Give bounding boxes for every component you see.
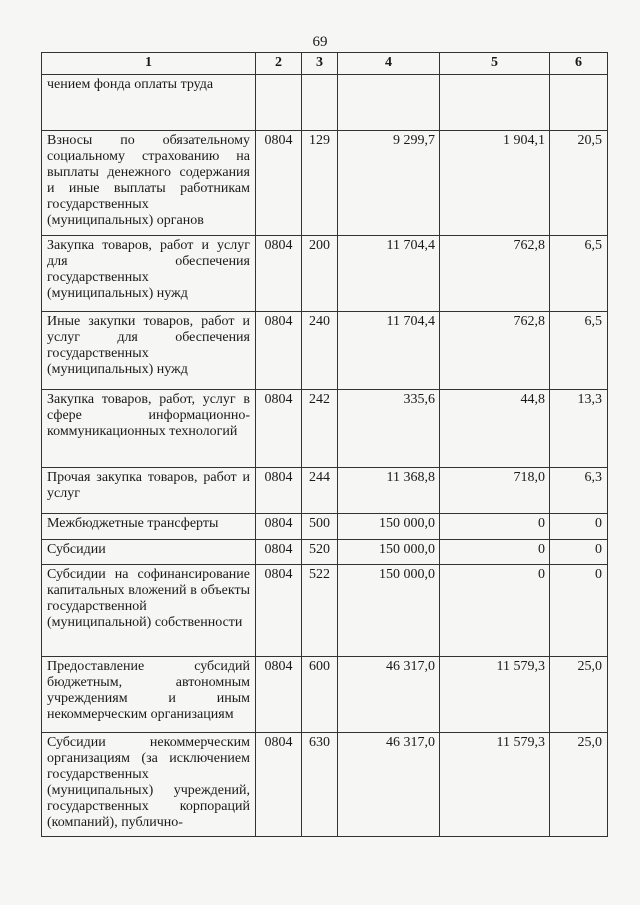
row-section: 0804: [256, 657, 302, 733]
row-executed: 762,8: [440, 312, 550, 390]
table-row: [42, 312, 608, 390]
table-row: [42, 657, 608, 733]
page-number: 69: [312, 34, 328, 50]
row-executed: 762,8: [440, 236, 550, 312]
row-expense-type: 630: [302, 733, 338, 838]
row-section: 0804: [256, 131, 302, 236]
row-percent: 6,3: [550, 468, 608, 514]
table-row: [42, 540, 608, 565]
row-plan: 11 704,4: [338, 312, 440, 390]
table-bottom-rule: [41, 836, 607, 837]
row-plan: 46 317,0: [338, 657, 440, 733]
row-name: чением фонда оплаты труда: [42, 75, 256, 131]
row-percent: 13,3: [550, 390, 608, 468]
table-row: [42, 131, 608, 236]
table-row: [42, 390, 608, 468]
row-expense-type: [302, 75, 338, 131]
row-name: Межбюджетные трансферты: [42, 514, 256, 540]
row-plan: 150 000,0: [338, 540, 440, 565]
table-row: [42, 565, 608, 657]
row-executed: 1 904,1: [440, 131, 550, 236]
row-percent: 6,5: [550, 236, 608, 312]
row-section: 0804: [256, 236, 302, 312]
row-name: Взносы по обязательному социальному страхованию на выплаты денежного содержания и иные выплаты работникам государственных (муниципальных) органов: [42, 131, 256, 236]
row-name: Субсидии на софинансирование капитальных вложений в объекты государственной (муниципальной) собственности: [42, 565, 256, 657]
row-section: [256, 75, 302, 131]
row-section: 0804: [256, 733, 302, 838]
table-row: [42, 514, 608, 540]
row-percent: 25,0: [550, 733, 608, 838]
row-executed: 11 579,3: [440, 657, 550, 733]
row-percent: 25,0: [550, 657, 608, 733]
row-executed: [440, 75, 550, 131]
column-header: 2: [256, 53, 302, 75]
row-executed: 0: [440, 514, 550, 540]
row-executed: 0: [440, 540, 550, 565]
row-plan: 46 317,0: [338, 733, 440, 838]
row-expense-type: 522: [302, 565, 338, 657]
row-percent: 0: [550, 565, 608, 657]
row-percent: 20,5: [550, 131, 608, 236]
table-row: [42, 733, 608, 838]
row-expense-type: 242: [302, 390, 338, 468]
row-executed: 0: [440, 565, 550, 657]
table-row: [42, 236, 608, 312]
row-section: 0804: [256, 468, 302, 514]
table-row: [42, 468, 608, 514]
column-header: 3: [302, 53, 338, 75]
column-header: 1: [42, 53, 256, 75]
row-name: Предоставление субсидий бюджетным, автономным учреждениям и иным некоммерческим организациям: [42, 657, 256, 733]
row-plan: 11 368,8: [338, 468, 440, 514]
row-expense-type: 520: [302, 540, 338, 565]
row-executed: 11 579,3: [440, 733, 550, 838]
budget-execution-table: [41, 52, 608, 837]
row-percent: 6,5: [550, 312, 608, 390]
row-plan: 11 704,4: [338, 236, 440, 312]
row-plan: 9 299,7: [338, 131, 440, 236]
row-name: Закупка товаров, работ, услуг в сфере информационно-коммуникационных технологий: [42, 390, 256, 468]
row-plan: [338, 75, 440, 131]
row-section: 0804: [256, 540, 302, 565]
row-section: 0804: [256, 514, 302, 540]
column-header: 4: [338, 53, 440, 75]
column-header: 5: [440, 53, 550, 75]
row-name: Закупка товаров, работ и услуг для обеспечения государственных (муниципальных) нужд: [42, 236, 256, 312]
row-executed: 718,0: [440, 468, 550, 514]
row-percent: 0: [550, 540, 608, 565]
row-expense-type: 500: [302, 514, 338, 540]
row-executed: 44,8: [440, 390, 550, 468]
row-name: Субсидии: [42, 540, 256, 565]
row-name: Прочая закупка товаров, работ и услуг: [42, 468, 256, 514]
row-expense-type: 600: [302, 657, 338, 733]
row-section: 0804: [256, 565, 302, 657]
row-percent: [550, 75, 608, 131]
row-section: 0804: [256, 390, 302, 468]
row-name: Субсидии некоммерческим организациям (за исключением государственных (муниципальных) учреждений, государственных корпораций (компаний), публично-: [42, 733, 256, 838]
column-header: 6: [550, 53, 608, 75]
row-percent: 0: [550, 514, 608, 540]
row-expense-type: 200: [302, 236, 338, 312]
row-expense-type: 240: [302, 312, 338, 390]
row-section: 0804: [256, 312, 302, 390]
row-plan: 150 000,0: [338, 514, 440, 540]
row-expense-type: 129: [302, 131, 338, 236]
row-plan: 150 000,0: [338, 565, 440, 657]
row-plan: 335,6: [338, 390, 440, 468]
row-expense-type: 244: [302, 468, 338, 514]
table-row: [42, 75, 608, 131]
row-name: Иные закупки товаров, работ и услуг для обеспечения государственных (муниципальных) нужд: [42, 312, 256, 390]
table-header-row: [42, 53, 608, 75]
